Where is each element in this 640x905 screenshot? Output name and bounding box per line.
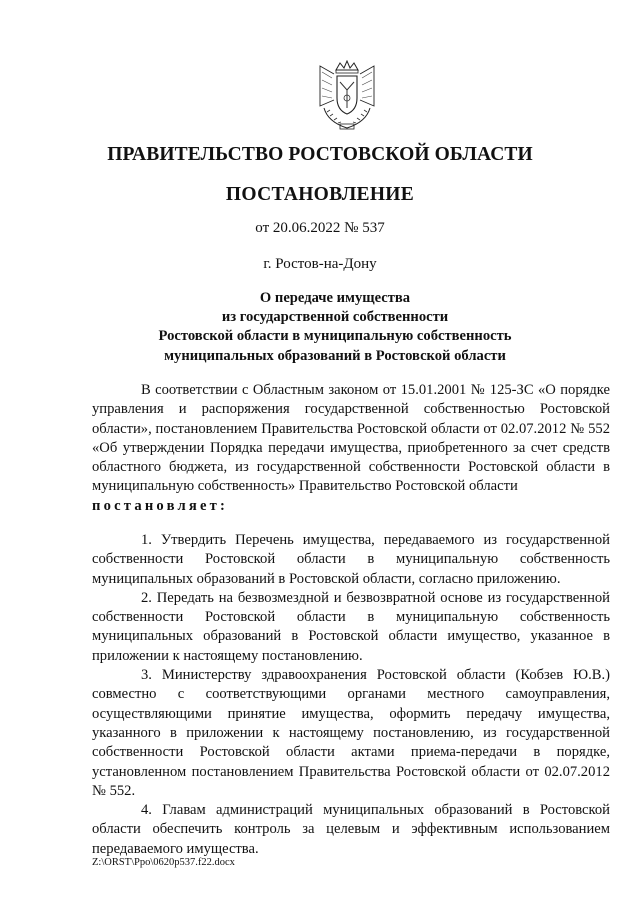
- decree-word-text: постановляет:: [92, 497, 229, 514]
- preamble-text: [92, 381, 610, 497]
- decree-item: 4. Главам администраций муниципальных образований в Ростовской области обеспечить контроль за целевым и эффективным использованием передаваемого имущества.: [92, 802, 610, 857]
- preamble-body: В соответствии с Областным законом от 15.01.2001 № 125-ЗС «О порядке управления и распоряжения государственной собственностью Ростовской области», постановлением Правительства Ростовской области от 02.07.2012 № 552 «Об утверждении Порядка передачи имущества, приобретенного за счет средств областного бюджета, из государственной собственности Ростовской области в муниципальную собственность» Правительство Ростовской области: [92, 382, 610, 495]
- decree-item: 2. Передать на безвозмездной и безвозвратной основе из государственной собственности Ростовской области в муниципальную собственность муниципальных образований в Ростовской области имущество, указанное в приложении к настоящему постановлению.: [92, 589, 610, 664]
- organization-name: ПРАВИТЕЛЬСТВО РОСТОВСКОЙ ОБЛАСТИ: [107, 144, 533, 165]
- title-line: муниципальных образований в Ростовской области: [164, 347, 506, 364]
- title-line: Ростовской области в муниципальную собственность: [158, 328, 512, 345]
- document-city: г. Ростов-на-Дону: [263, 256, 377, 272]
- coat-of-arms-icon: [316, 60, 378, 132]
- document-title: [90, 289, 580, 366]
- title-line: из государственной собственности: [221, 309, 449, 326]
- decree-item: 1. Утвердить Перечень имущества, передаваемого из государственной собственности Ростовской области в муниципальную собственность муниципальных образований в Ростовской области, согласно приложению.: [92, 532, 610, 587]
- file-path-footer: Z:\ORST\Ppo\0620p537.f22.docx: [92, 857, 235, 868]
- document-date-number: от 20.06.2022 № 537: [255, 220, 385, 236]
- decree-word: [92, 497, 610, 516]
- decree-items: [92, 531, 610, 859]
- title-line: О передаче имущества: [259, 290, 411, 306]
- document-type: ПОСТАНОВЛЕНИЕ: [225, 184, 415, 205]
- preamble-paragraph: [92, 381, 610, 516]
- decree-item: 3. Министерству здравоохранения Ростовской области (Кобзев Ю.В.) совместно с соответствующими органами местного самоуправления, осуществляющими принятие имущества, оформить передачу имущества, указанного в приложении к настоящему постановлению, из государственной собственности Ростовской области актами приема-передачи в порядке, установленном постановлением Правительства Ростовской области от 02.07.2012 № 552.: [92, 667, 610, 799]
